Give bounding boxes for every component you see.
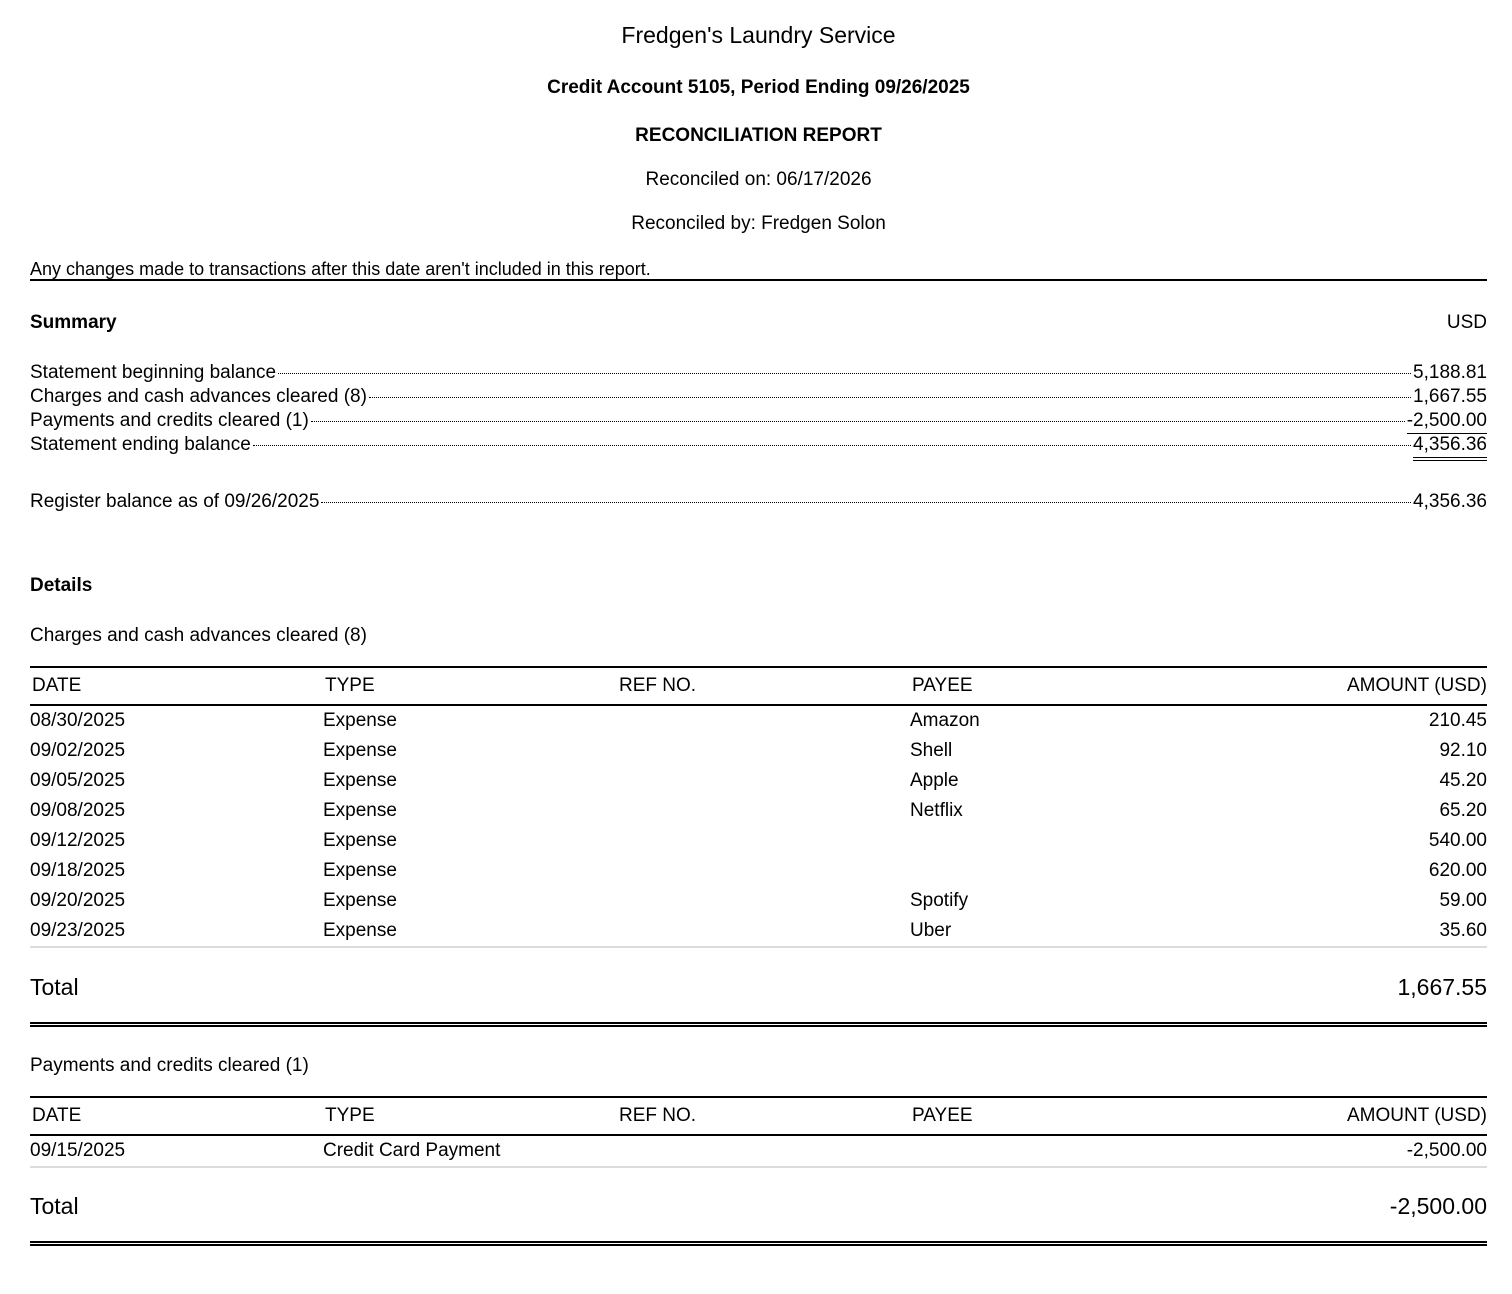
cell-date: 09/20/2025 [30, 890, 126, 911]
column-header-payee: PAYEE [910, 1097, 1203, 1135]
account-period: Credit Account 5105, Period Ending 09/26/2025 [547, 77, 970, 98]
cell-ref [617, 705, 910, 736]
cell-ref [617, 826, 910, 856]
column-header-amount: AMOUNT (USD) [1203, 667, 1487, 705]
total-label: Total [30, 974, 79, 1000]
table-row [30, 705, 1487, 736]
charges-section-title: Charges and cash advances cleared (8) [30, 625, 367, 646]
cell-amount: 59.00 [1439, 890, 1487, 911]
total-value: 1,667.55 [1397, 974, 1487, 1000]
total-value: -2,500.00 [1389, 1193, 1487, 1219]
column-header-amount: AMOUNT (USD) [1203, 1097, 1487, 1135]
cell-ref [617, 796, 910, 826]
table-header-row [30, 667, 1487, 705]
cell-ref [617, 766, 910, 796]
column-header-ref: REF NO. [617, 667, 910, 705]
table-header-row [30, 1097, 1487, 1135]
details-heading: Details [30, 575, 93, 596]
summary-row-value: 4,356.36 [1413, 433, 1487, 461]
dot-leader [311, 421, 1405, 422]
table-row [30, 916, 1487, 947]
cell-amount: 45.20 [1439, 770, 1487, 791]
summary-row-beginning-balance [30, 361, 1487, 385]
summary-row-label: Charges and cash advances cleared (8) [30, 386, 367, 407]
cell-type: Expense [323, 740, 397, 761]
cell-date: 09/23/2025 [30, 916, 323, 947]
cell-type: Expense [323, 770, 397, 791]
cell-payee: Spotify [910, 890, 969, 911]
cell-ref [617, 736, 910, 766]
cell-type: Expense [323, 710, 397, 731]
cell-ref [617, 1135, 910, 1167]
report-title: RECONCILIATION REPORT [635, 125, 882, 146]
reconciled-on: Reconciled on: 06/17/2026 [645, 169, 872, 190]
cell-ref [617, 886, 910, 916]
cell-amount: 35.60 [1203, 916, 1487, 947]
summary-heading: Summary [30, 312, 117, 333]
cell-type: Expense [323, 800, 397, 821]
cell-amount: 210.45 [1428, 710, 1487, 731]
dot-leader [253, 445, 1411, 446]
charges-total-row [30, 966, 1487, 1027]
summary-row-label: Statement ending balance [30, 434, 251, 455]
cell-ref [617, 856, 910, 886]
cell-payee: Amazon [910, 710, 980, 731]
cell-payee: Shell [910, 740, 953, 761]
cell-ref [617, 916, 910, 947]
summary-row-label: Statement beginning balance [30, 362, 277, 383]
dot-leader [321, 502, 1411, 503]
summary-row-payments-cleared [30, 409, 1487, 433]
register-balance-label: Register balance as of 09/26/2025 [30, 491, 320, 512]
cell-date: 09/05/2025 [30, 770, 126, 791]
cell-date: 09/12/2025 [30, 830, 126, 851]
cell-date: 09/02/2025 [30, 740, 126, 761]
charges-table [30, 666, 1487, 948]
payments-table [30, 1096, 1487, 1168]
cell-date: 09/15/2025 [30, 1135, 323, 1167]
cell-payee: Uber [910, 916, 1203, 947]
cell-payee: Netflix [910, 800, 963, 821]
reconciled-by: Reconciled by: Fredgen Solon [631, 213, 886, 234]
table-row [30, 856, 1487, 886]
summary-row-ending-balance [30, 433, 1487, 457]
register-balance-row [30, 490, 1487, 514]
table-row [30, 796, 1487, 826]
cell-payee [910, 1135, 1203, 1167]
column-header-date: DATE [30, 667, 323, 705]
cell-payee: Apple [910, 770, 959, 791]
cell-type: Expense [323, 860, 397, 881]
table-row [30, 826, 1487, 856]
column-header-type: TYPE [323, 667, 617, 705]
dot-leader [278, 373, 1411, 374]
cell-amount: -2,500.00 [1203, 1135, 1487, 1167]
cell-date: 09/08/2025 [30, 800, 126, 821]
cell-type: Expense [323, 890, 397, 911]
summary-row-value: 1,667.55 [1413, 386, 1487, 407]
reconciliation-report [30, 0, 1487, 1294]
table-row [30, 1135, 1487, 1167]
dot-leader [369, 397, 1411, 398]
column-header-ref: REF NO. [617, 1097, 910, 1135]
payments-section-title: Payments and credits cleared (1) [30, 1055, 309, 1076]
company-name: Fredgen's Laundry Service [621, 22, 896, 48]
cell-amount: 540.00 [1428, 830, 1487, 851]
cell-date: 08/30/2025 [30, 710, 126, 731]
summary-row-label: Payments and credits cleared (1) [30, 410, 309, 431]
cell-date: 09/18/2025 [30, 860, 126, 881]
payments-total-row [30, 1185, 1487, 1246]
table-row [30, 766, 1487, 796]
cell-type: Credit Card Payment [323, 1135, 617, 1167]
column-header-payee: PAYEE [910, 667, 1203, 705]
table-row [30, 886, 1487, 916]
cell-type: Expense [323, 830, 397, 851]
column-header-type: TYPE [323, 1097, 617, 1135]
summary-row-value: -2,500.00 [1407, 409, 1487, 434]
summary-row-charges-cleared [30, 385, 1487, 409]
cell-amount: 65.20 [1439, 800, 1487, 821]
summary-row-value: 5,188.81 [1413, 362, 1487, 383]
register-balance-value: 4,356.36 [1413, 491, 1487, 512]
cell-amount: 92.10 [1439, 740, 1487, 761]
total-label: Total [30, 1193, 79, 1219]
column-header-date: DATE [30, 1097, 323, 1135]
cell-amount: 620.00 [1428, 860, 1487, 881]
cell-payee [910, 826, 1203, 856]
table-row [30, 736, 1487, 766]
report-notice: Any changes made to transactions after this date aren't included in this report. [30, 257, 1487, 281]
cell-type: Expense [323, 916, 617, 947]
summary-currency: USD [1446, 312, 1487, 333]
cell-payee [910, 856, 1203, 886]
